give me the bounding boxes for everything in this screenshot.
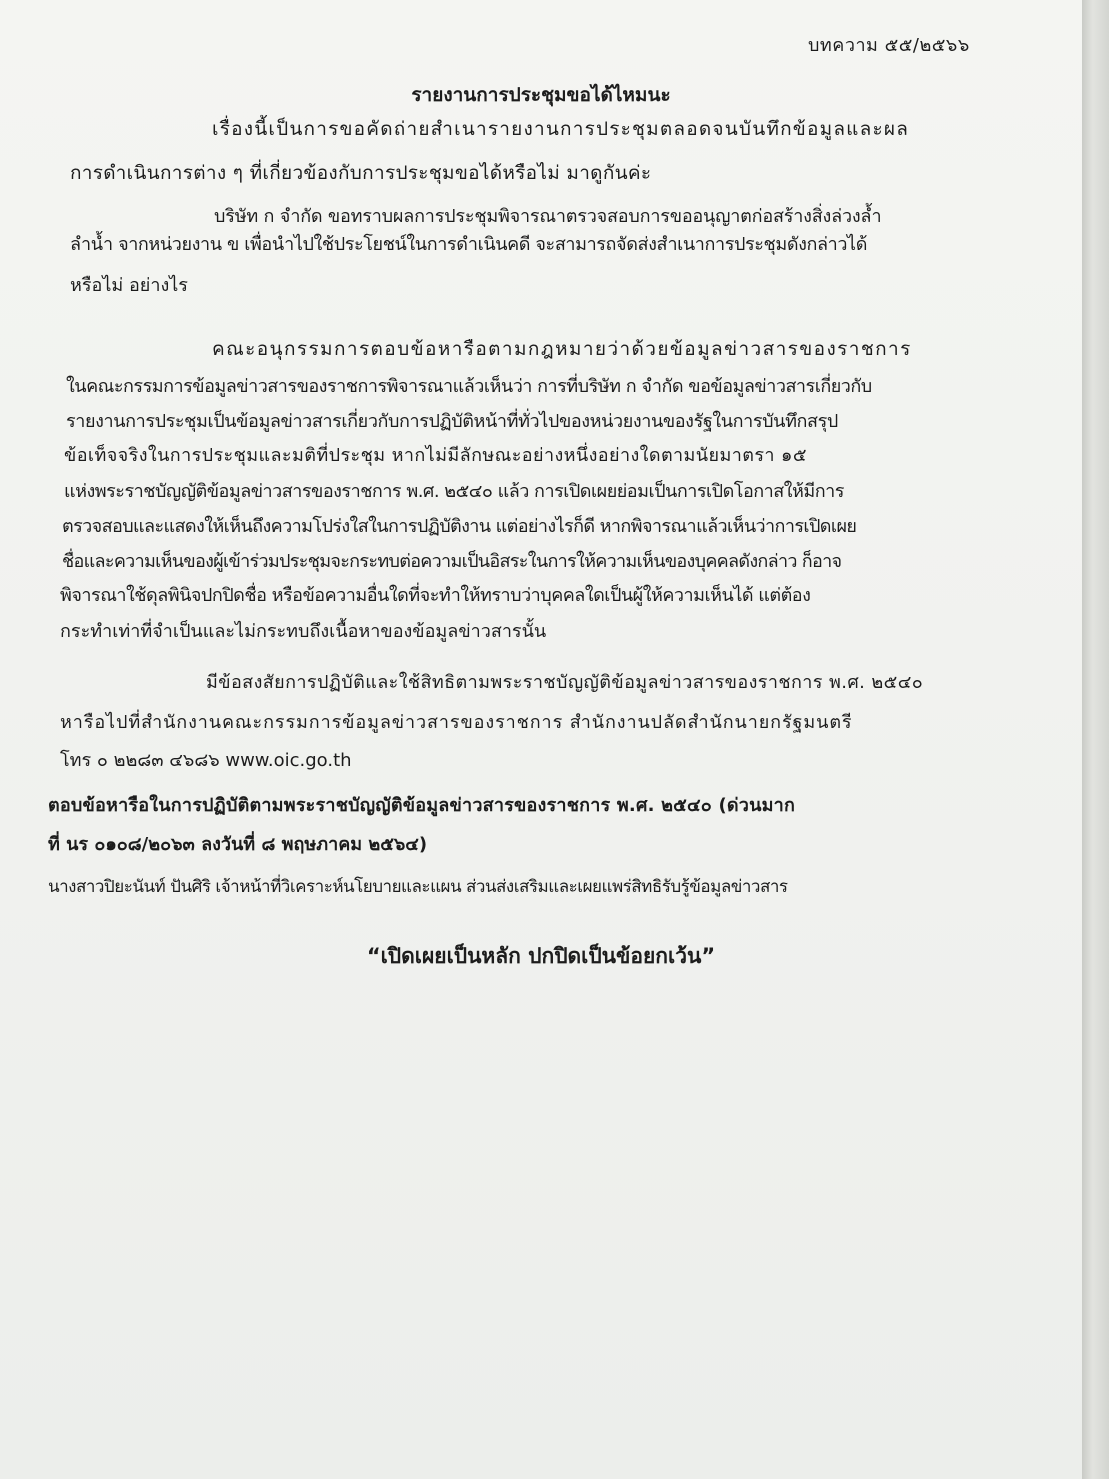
document-title: รายงานการประชุมขอได้ไหมนะ (411, 84, 671, 106)
author-credit: นางสาวปิยะนันท์ ปันศิริ เจ้าหน้าที่วิเคราะห์นโยบายและแผน ส่วนส่งเสริมและเผยแพร่สิทธิรับรู้ข้อมูลข่าวสาร (48, 877, 788, 897)
paragraph-2-line-2: ลำน้ำ จากหน่วยงาน ข เพื่อนำไปใช้ประโยชน์ในการดำเนินคดี จะสามารถจัดส่งสำเนาการประชุมดังกล่าวได้ (70, 234, 867, 255)
paragraph-1-line-1: เรื่องนี้เป็นการขอคัดถ่ายสำเนารายงานการประชุมตลอดจนบันทึกข้อมูลและผล (212, 118, 910, 140)
paragraph-3-line-5: แห่งพระราชบัญญัติข้อมูลข่าวสารของราชการ พ.ศ. ๒๕๔๐ แล้ว การเปิดเผยย่อมเป็นการเปิดโอกาสให้มีการ (64, 481, 844, 502)
slogan-quote: “เปิดเผยเป็นหลัก ปกปิดเป็นข้อยกเว้น” (366, 944, 716, 968)
paragraph-3-line-1: คณะอนุกรรมการตอบข้อหารือตามกฎหมายว่าด้วยข้อมูลข่าวสารของราชการ (212, 338, 912, 360)
paragraph-1-line-2: การดำเนินการต่าง ๆ ที่เกี่ยวข้องกับการประชุมขอได้หรือไม่ มาดูกันค่ะ (70, 162, 652, 184)
paragraph-2-line-3: หรือไม่ อย่างไร (70, 275, 188, 296)
paragraph-2-line-1: บริษัท ก จำกัด ขอทราบผลการประชุมพิจารณาตรวจสอบการขออนุญาตก่อสร้างสิ่งล่วงล้ำ (214, 206, 882, 227)
paragraph-3-line-2: ในคณะกรรมการข้อมูลข่าวสารของราชการพิจารณาแล้วเห็นว่า การที่บริษัท ก จำกัด ขอข้อมูลข่าวสารเกี่ยวกับ (66, 376, 872, 397)
source-line-2: ที่ นร ๐๑๐๘/๒๐๖๓ ลงวันที่ ๘ พฤษภาคม ๒๕๖๔) (48, 834, 428, 855)
paragraph-4-line-2: หารือไปที่สำนักงานคณะกรรมการข้อมูลข่าวสารของราชการ สำนักงานปลัดสำนักนายกรัฐมนตรี (60, 712, 853, 733)
paragraph-3-line-6: ตรวจสอบและแสดงให้เห็นถึงความโปร่งใสในการปฏิบัติงาน แต่อย่างไรก็ดี หากพิจารณาแล้วเห็นว่าการเปิดเผย (62, 516, 857, 537)
source-line-1: ตอบข้อหารือในการปฏิบัติตามพระราชบัญญัติข้อมูลข่าวสารของราชการ พ.ศ. ๒๕๔๐ (ด่วนมาก (48, 795, 796, 816)
paragraph-3-line-3: รายงานการประชุมเป็นข้อมูลข่าวสารเกี่ยวกับการปฏิบัติหน้าที่ทั่วไปของหน่วยงานของรัฐในการบันทึกสรุป (66, 411, 838, 432)
stacked-paper-edge (1082, 0, 1109, 1479)
paragraph-4-line-1: มีข้อสงสัยการปฏิบัติและใช้สิทธิตามพระราชบัญญัติข้อมูลข่าวสารของราชการ พ.ศ. ๒๕๔๐ (206, 672, 924, 693)
paragraph-3-line-4: ข้อเท็จจริงในการประชุมและมติที่ประชุม หากไม่มีลักษณะอย่างหนึ่งอย่างใดตามนัยมาตรา ๑๕ (64, 445, 807, 466)
paragraph-3-line-7: ชื่อและความเห็นของผู้เข้าร่วมประชุมจะกระทบต่อความเป็นอิสระในการให้ความเห็นของบุคคลดังกล่าว ก็อาจ (62, 551, 842, 572)
paragraph-3-line-8: พิจารณาใช้ดุลพินิจปกปิดชื่อ หรือข้อความอื่นใดที่จะทำให้ทราบว่าบุคคลใดเป็นผู้ให้ความเห็นได้ แต่ต้อง (60, 585, 811, 606)
paragraph-4-line-3: โทร ๐ ๒๒๘๓ ๔๖๘๖ www.oic.go.th (60, 750, 352, 771)
paragraph-3-line-9: กระทำเท่าที่จำเป็นและไม่กระทบถึงเนื้อหาของข้อมูลข่าวสารนั้น (60, 621, 547, 642)
article-reference: บทความ ๕๕/๒๕๖๖ (808, 35, 970, 56)
